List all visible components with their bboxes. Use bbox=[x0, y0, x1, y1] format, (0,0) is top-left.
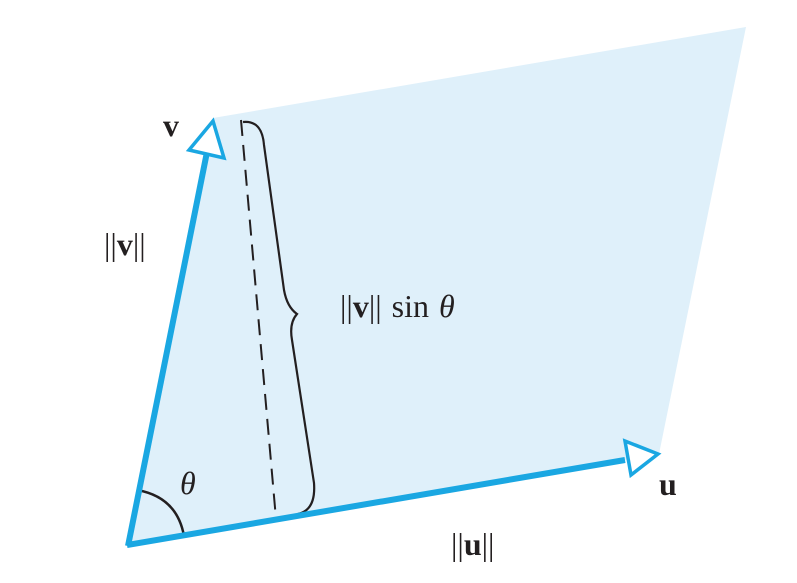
norm-v-bars-left: || bbox=[104, 226, 117, 262]
vector-v-label: v bbox=[163, 107, 179, 143]
norm-u-bars-left: || bbox=[451, 526, 464, 562]
norm-v-symbol: v bbox=[116, 226, 133, 262]
height-theta: θ bbox=[438, 288, 455, 324]
height-symbol: v bbox=[352, 288, 369, 324]
norm-v-bars-right: || bbox=[132, 226, 146, 262]
vector-u-label: u bbox=[659, 466, 677, 502]
parallelogram-region bbox=[128, 27, 746, 546]
height-sin: sin bbox=[391, 288, 429, 324]
norm-u-label bbox=[451, 526, 494, 562]
height-bars-left: || bbox=[340, 288, 353, 324]
norm-u-bars-right: || bbox=[481, 526, 495, 562]
angle-theta-label: θ bbox=[180, 465, 196, 501]
norm-v-label bbox=[104, 226, 146, 262]
height-bars-right: || bbox=[368, 288, 382, 324]
norm-u-symbol: u bbox=[463, 526, 482, 562]
